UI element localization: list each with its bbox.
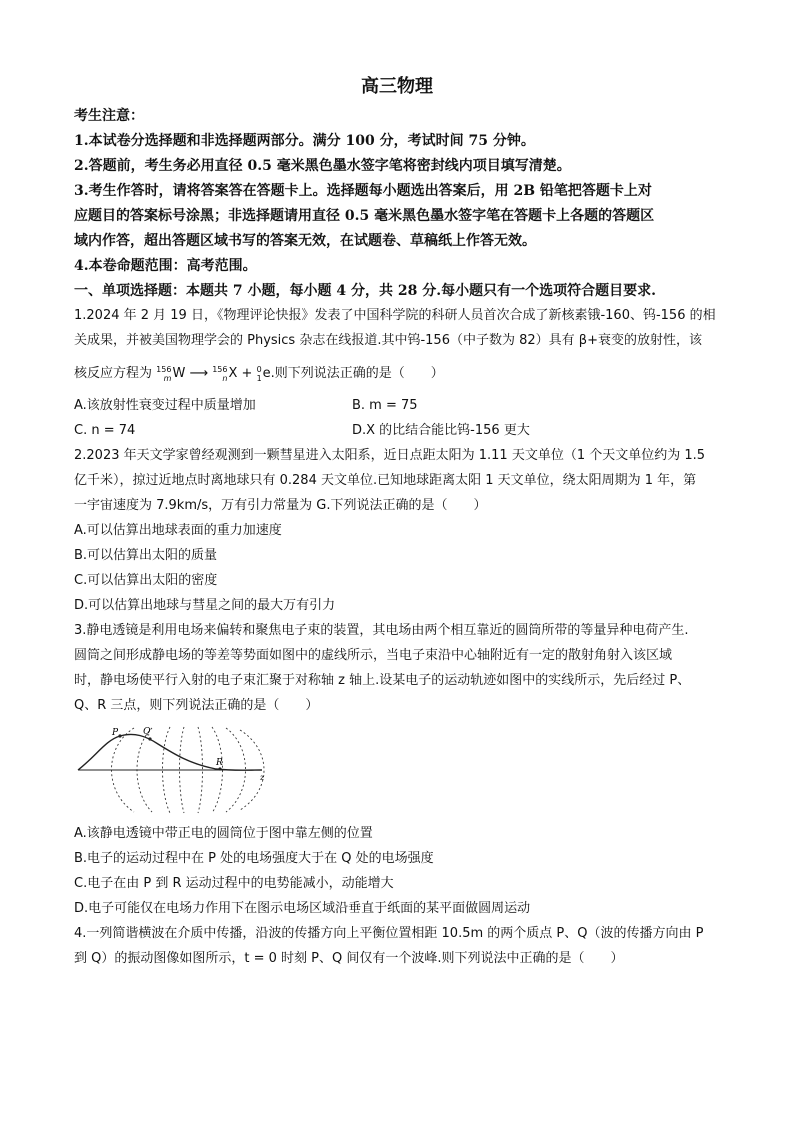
q2-line3: 一宇宙速度为 7.9km/s，万有引力常量为 G.下列说法正确的是（ ） [74, 498, 487, 513]
q1-line1: 1.2024 年 2 月 19 日，《物理评论快报》发表了中国科学院的科研人员首次合成了新核素锇-160、钨-156 的相 [74, 308, 716, 323]
label-p: P [112, 728, 119, 738]
notice-item-4: 4.本卷命题范围：高考范围。 [74, 258, 257, 274]
eq-prefix: 核反应方程为 [74, 366, 153, 381]
q1-line2: 关成果，并被美国物理学会的 Physics 杂志在线报道.其中钨-156（中子数为 82）具有 β+衰变的放射性，该 [74, 333, 702, 348]
q1-option-c: C. n = 74 [74, 423, 136, 438]
q3-option-a: A.该静电透镜中带正电的圆筒位于图中靠左侧的位置 [74, 826, 373, 841]
q2-line1: 2.2023 年天文学家曾经观测到一颗彗星进入太阳系，近日点距太阳为 1.11 天文单位（1 个天文单位约为 1.5 [74, 448, 706, 463]
q4-line2: 到 Q）的振动图像如图所示，t = 0 时刻 P、Q 间仅有一个波峰.则下列说法中正确的是（ ） [74, 951, 624, 966]
q1-option-d: D.X 的比结合能比钨-156 更大 [352, 423, 530, 438]
notice-item-1: 1.本试卷分选择题和非选择题两部分。满分 100 分，考试时间 75 分钟。 [74, 133, 535, 149]
q4-line1: 4.一列简谐横波在介质中传播，沿波的传播方向上平衡位置相距 10.5m 的两个质点 P、Q（波的传播方向由 P [74, 926, 704, 941]
q2-option-b: B.可以估算出太阳的质量 [74, 548, 218, 563]
q2-line2: 亿千米），掠过近地点时离地球只有 0.284 天文单位.已知地球距离太阳 1 天文单位，绕太阳周期为 1 年，第 [74, 473, 697, 488]
notice-heading: 考生注意： [74, 108, 144, 124]
notice-item-3-cont: 应题目的答案标号涂黑；非选择题请用直径 0.5 毫米黑色墨水签字笔在答题卡上各题的答题区 [74, 208, 655, 224]
point-p-marker [118, 734, 121, 737]
q3-line2: 圆筒之间形成静电场的等差等势面如图中的虚线所示，当电子束沿中心轴附近有一定的散射角射入该区域 [74, 648, 673, 663]
eq-suffix: .则下列说法正确的是（ ） [270, 366, 444, 381]
eq-e: e [262, 366, 271, 381]
page-title: 高三物理 [361, 76, 433, 97]
notice-item-3: 3.考生作答时，请将答案答在答题卡上。选择题每小题选出答案后，用 2B 铅笔把答题卡上对 [74, 183, 652, 199]
electron-trajectory [78, 734, 262, 770]
q2-option-a: A.可以估算出地球表面的重力加速度 [74, 523, 282, 538]
eq-x-numbers: 156 n [212, 364, 228, 383]
q1-option-a: A.该放射性衰变过程中质量增加 [74, 398, 256, 413]
point-q-marker [148, 737, 151, 740]
q3-option-b: B.电子的运动过程中在 P 处的电场强度大于在 Q 处的电场强度 [74, 851, 434, 866]
eq-arrow: ⟶ [189, 366, 209, 381]
q1-option-b: B. m = 75 [352, 398, 418, 413]
q3-line1: 3.静电透镜是利用电场来偏转和聚焦电子束的装置，其电场由两个相互靠近的圆筒所带的等量异种电荷产生. [74, 623, 689, 638]
notice-item-3-cont2: 域内作答，超出答题区域书写的答案无效，在试题卷、草稿纸上作答无效。 [74, 233, 536, 249]
eq-x: X + [228, 366, 253, 381]
eq-e-numbers: 0 1 [256, 364, 262, 383]
electrostatic-lens-figure [74, 722, 274, 818]
q2-option-d: D.可以估算出地球与彗星之间的最大万有引力 [74, 598, 336, 613]
section-heading: 一、单项选择题：本题共 7 小题，每小题 4 分，共 28 分.每小题只有一个选项符合题目要求. [74, 283, 656, 299]
q1-equation [74, 362, 444, 383]
notice-item-2: 2.答题前，考生务必用直径 0.5 毫米黑色墨水签字笔将密封线内项目填写清楚。 [74, 158, 571, 174]
eq-w: W [172, 366, 186, 381]
q3-option-d: D.电子可能仅在电场力作用下在图示电场区域沿垂直于纸面的某平面做圆周运动 [74, 901, 531, 916]
q3-line3: 时，静电场使平行入射的电子束汇聚于对称轴 z 轴上.设某电子的运动轨迹如图中的实线所示，先后经过 P、 [74, 673, 691, 688]
label-q: Q [143, 727, 151, 737]
label-z: z [260, 773, 265, 782]
q3-line4: Q、R 三点，则下列说法正确的是（ ） [74, 698, 319, 713]
eq-w-numbers: 156 m [156, 364, 172, 383]
label-r: R [216, 758, 223, 768]
q3-option-c: C.电子在由 P 到 R 运动过程中的电势能减小，动能增大 [74, 876, 394, 891]
q2-option-c: C.可以估算出太阳的密度 [74, 573, 218, 588]
